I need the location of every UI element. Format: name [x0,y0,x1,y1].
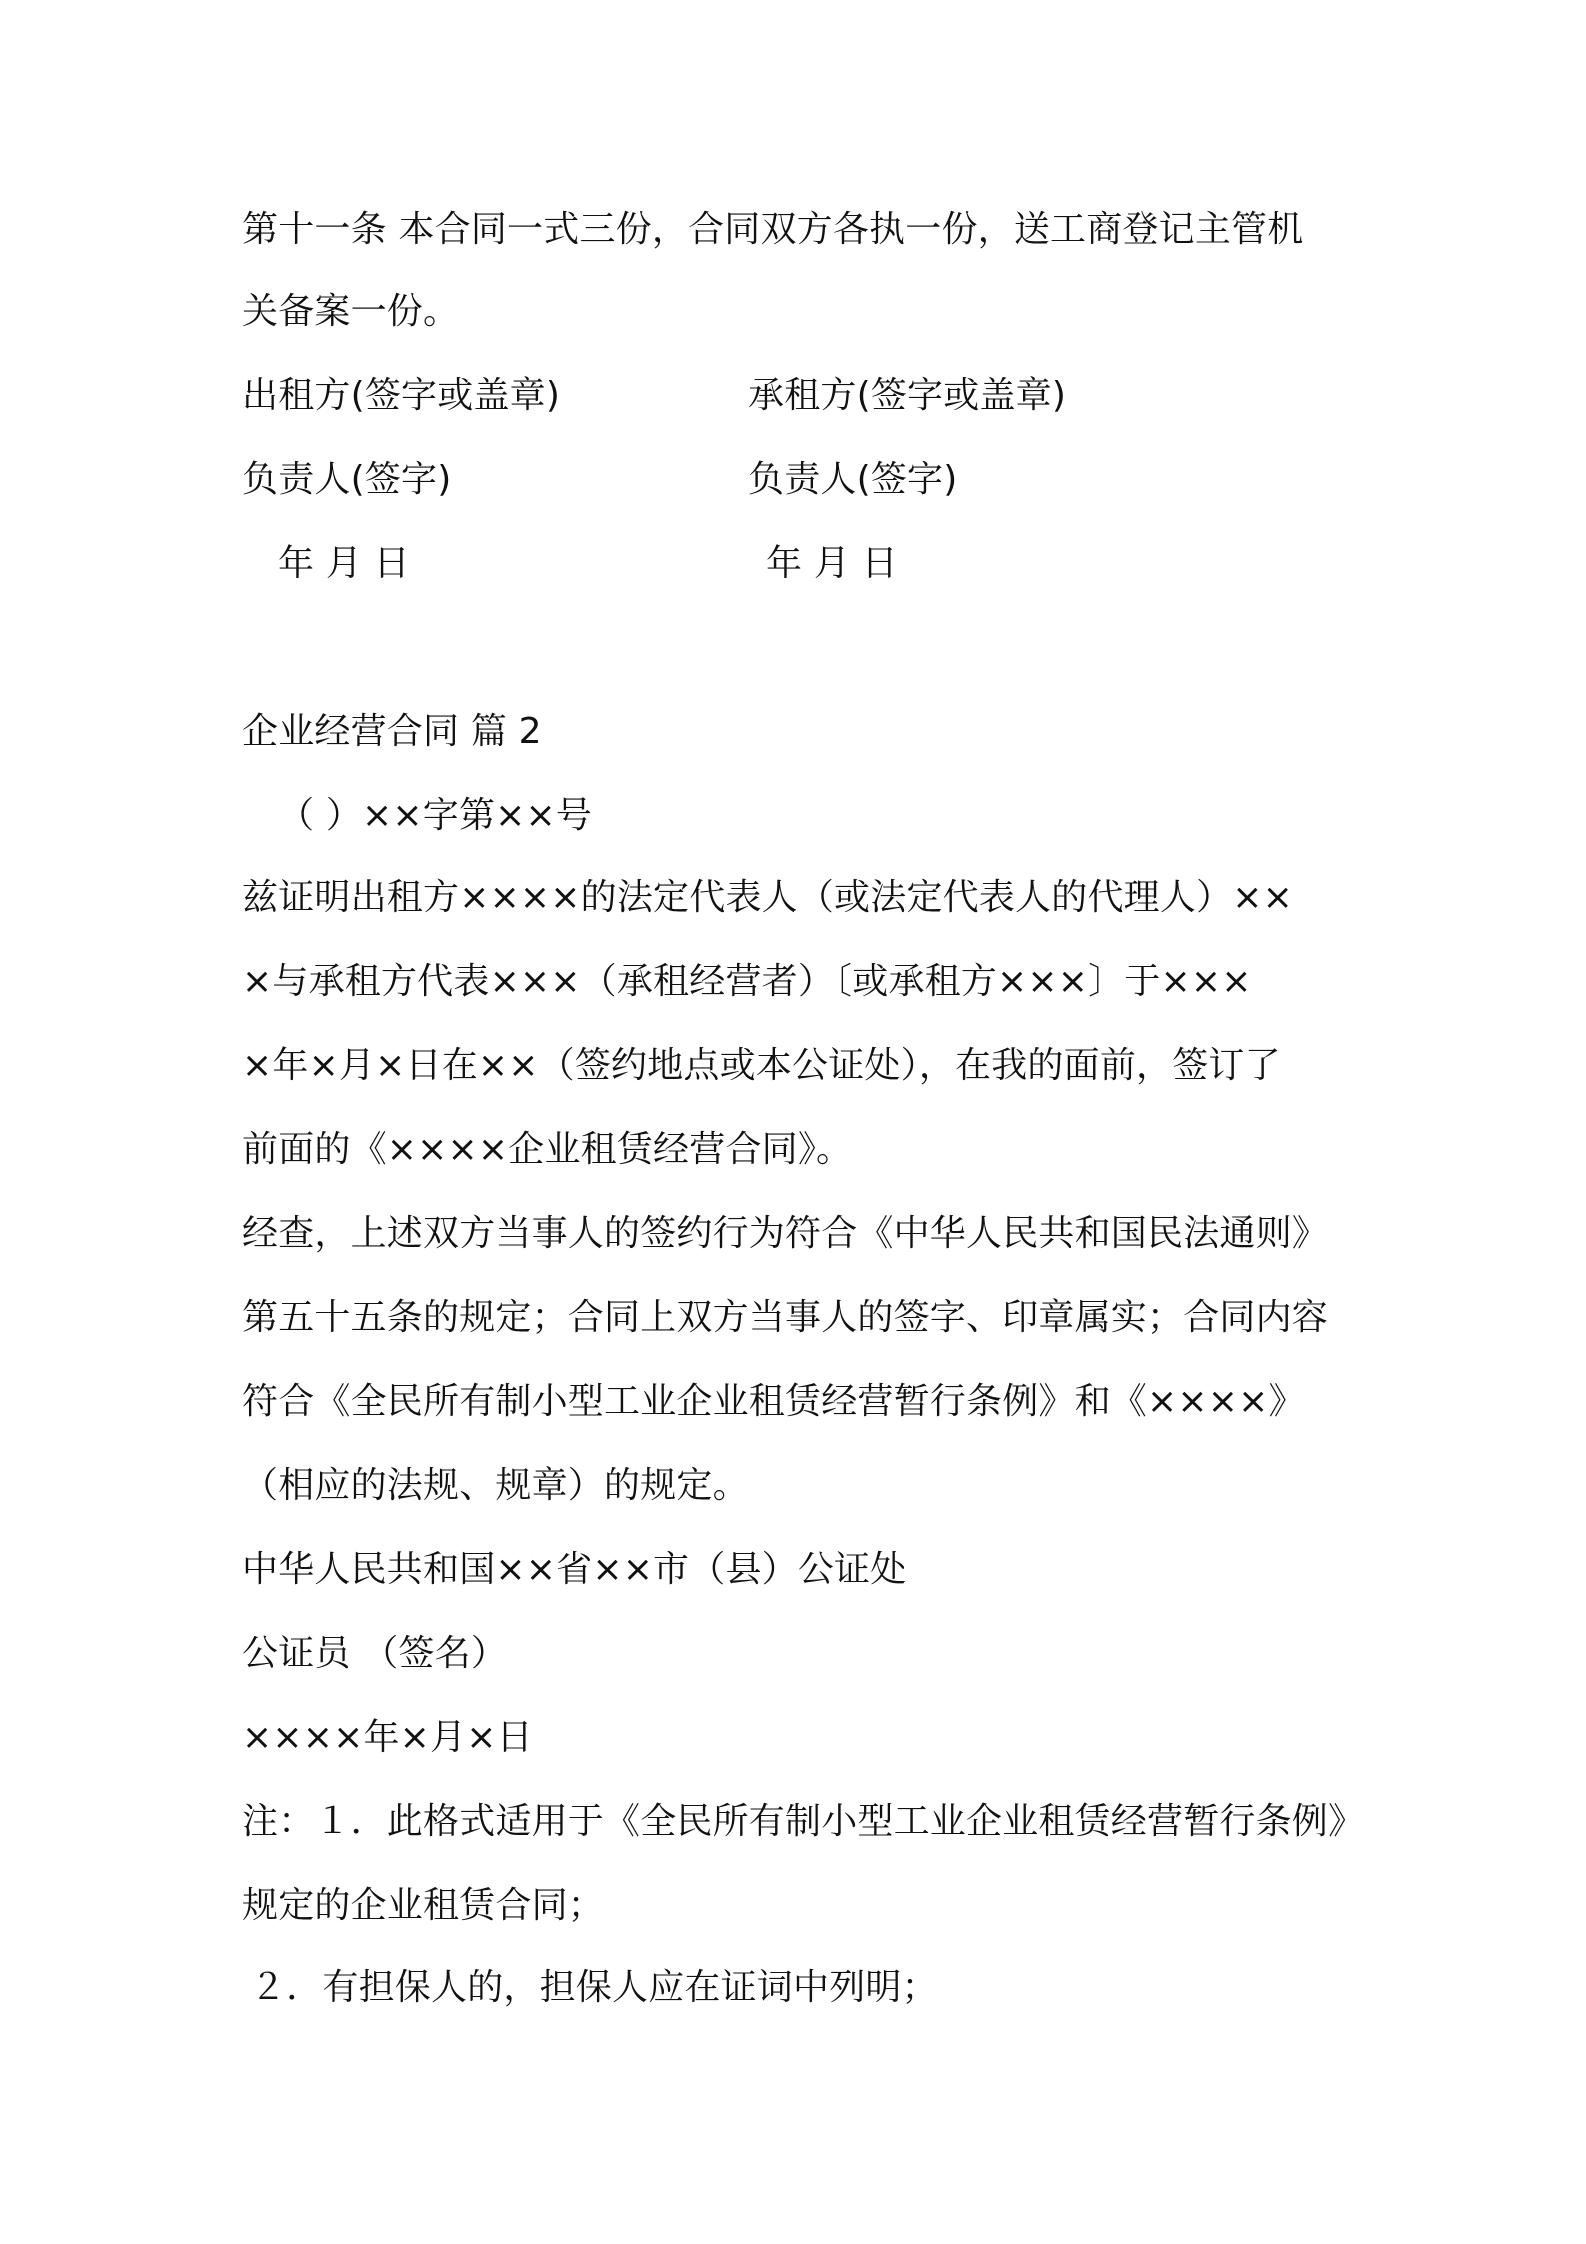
lessee-date-label: 年 月 日 [766,543,898,584]
verification-paragraph-line-2: 第五十五条的规定；合同上双方当事人的签字、印章属实；合同内容 [242,1297,1329,1338]
lessee-signature-label: 承租方(签字或盖章) [748,375,1067,416]
verification-paragraph-line-4: （相应的法规、规章）的规定。 [242,1465,749,1506]
notary-signature-line: 公证员 （签名） [242,1633,508,1674]
section-title: 企业经营合同 篇 2 [242,711,542,752]
certification-paragraph-line-2: ×与承租方代表×××（承租经营者）〔或承租方×××〕于××× [242,961,1252,1002]
lessor-responsible-person-label: 负责人(签字) [242,459,452,500]
notary-office-name: 中华人民共和国××省××市（县）公证处 [242,1549,907,1590]
certification-paragraph-line-4: 前面的《××××企业租赁经营合同》。 [242,1129,853,1170]
note-1-line-2: 规定的企业租赁合同； [242,1885,605,1926]
clause-11-line-1: 第十一条 本合同一式三份，合同双方各执一份，送工商登记主管机 [242,209,1304,250]
lessee-responsible-person-label: 负责人(签字) [748,459,958,500]
verification-paragraph-line-3: 符合《全民所有制小型工业企业租赁经营暂行条例》和《××××》 [242,1381,1305,1422]
note-2: ２．有担保人的，担保人应在证词中列明； [250,1967,938,2008]
lessor-signature-label: 出租方(签字或盖章) [242,375,561,416]
notarization-date: ××××年×月×日 [242,1717,533,1758]
document-number: （ ）××字第××号 [278,795,593,836]
clause-11-line-2: 关备案一份。 [242,291,460,332]
certification-paragraph-line-1: 兹证明出租方××××的法定代表人（或法定代表人的代理人）×× [242,877,1293,918]
lessor-date-label: 年 月 日 [278,543,410,584]
certification-paragraph-line-3: ×年×月×日在××（签约地点或本公证处），在我的面前，签订了 [242,1045,1281,1086]
note-1-line-1: 注：１．此格式适用于《全民所有制小型工业企业租赁经营暂行条例》 [242,1801,1365,1842]
verification-paragraph-line-1: 经查，上述双方当事人的签约行为符合《中华人民共和国民法通则》 [242,1213,1329,1254]
